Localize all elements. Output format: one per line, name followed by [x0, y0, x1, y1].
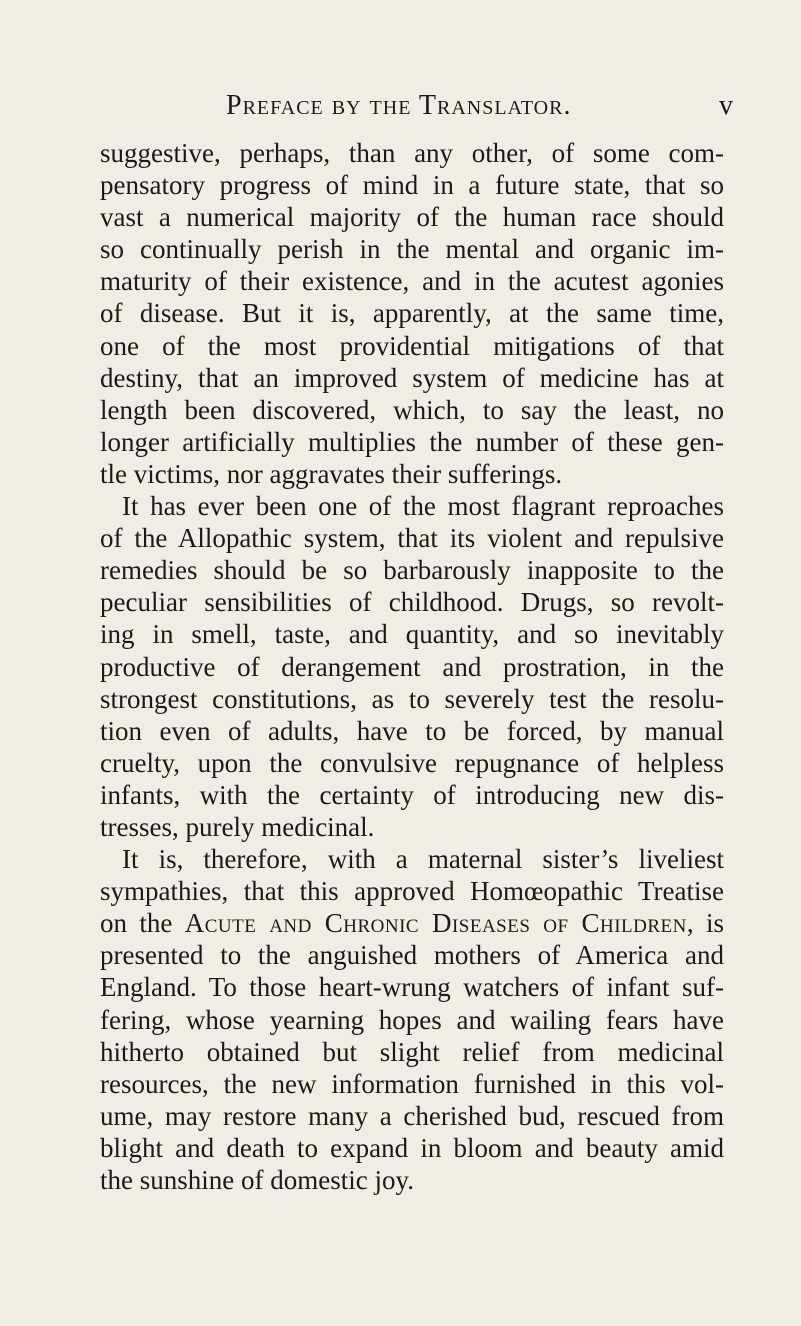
running-head — [0, 86, 801, 126]
text-line: maturity of their existence, and in the acutest agonies — [100, 266, 724, 297]
text-line: destiny, that an improved system of medicine has at — [100, 362, 724, 393]
text-line: England. To those heart-wrung watchers of infant suf- — [100, 972, 724, 1003]
text-line: strongest constitutions, as to severely test the resolu- — [100, 683, 724, 714]
text-line: productive of derangement and prostration, in the — [100, 651, 724, 682]
text-line: blight and death to expand in bloom and beauty amid — [100, 1132, 724, 1163]
text-line: vast a numerical majority of the human race should — [100, 202, 724, 233]
text-line: sympathies, that this approved Homœopathic Treatise — [100, 876, 724, 907]
text-line: ing in smell, taste, and quantity, and so inevitably — [100, 619, 724, 650]
text-line: It has ever been one of the most flagrant reproaches — [122, 491, 724, 522]
text-line: longer artificially multiplies the number of these gen- — [100, 426, 724, 457]
text-line: remedies should be so barbarously inapposite to the — [100, 555, 724, 586]
text-line: hitherto obtained but slight relief from medicinal — [100, 1036, 724, 1067]
text-line: It is, therefore, with a maternal sister’s liveliest — [122, 844, 724, 875]
text-line: fering, whose yearning hopes and wailing fears have — [100, 1004, 724, 1035]
page-number: v — [719, 90, 733, 121]
text-line: the sunshine of domestic joy. — [100, 1165, 414, 1195]
body-text — [100, 137, 724, 1196]
text-line: presented to the anguished mothers of America and — [100, 940, 724, 971]
text-line: tresses, purely medicinal. — [100, 811, 375, 842]
text-line: tion even of adults, have to be forced, by manual — [100, 715, 724, 746]
text-line: tle victims, nor aggravates their sufferings. — [100, 458, 563, 489]
book-title-small-caps: Acute and Chronic Diseases of Children — [184, 908, 687, 939]
text-line: pensatory progress of mind in a future state, that so — [100, 170, 724, 201]
text-line: of the Allopathic system, that its violent and repulsive — [100, 523, 724, 554]
text-line: resources, the new information furnished in this vol- — [100, 1068, 724, 1099]
text-line: one of the most providential mitigations of that — [100, 330, 724, 361]
text-line: so continually perish in the mental and organic im- — [100, 234, 724, 265]
text-line: suggestive, perhaps, than any other, of some com- — [100, 138, 724, 168]
line-prefix: on the — [100, 908, 185, 939]
text-line: ume, may restore many a cherished bud, rescued from — [100, 1100, 724, 1131]
text-line: length been discovered, which, to say the least, no — [100, 394, 724, 425]
running-title: Preface by the Translator. — [226, 90, 572, 121]
text-line: of disease. But it is, apparently, at the same time, — [100, 298, 724, 329]
text-line: peculiar sensibilities of childhood. Drugs, so revolt- — [100, 587, 724, 618]
text-line: infants, with the certainty of introducing new dis- — [100, 779, 724, 810]
text-line: cruelty, upon the convulsive repugnance of helpless — [100, 747, 724, 778]
line-suffix: , is — [686, 908, 724, 939]
text-line-with-title — [100, 907, 724, 939]
